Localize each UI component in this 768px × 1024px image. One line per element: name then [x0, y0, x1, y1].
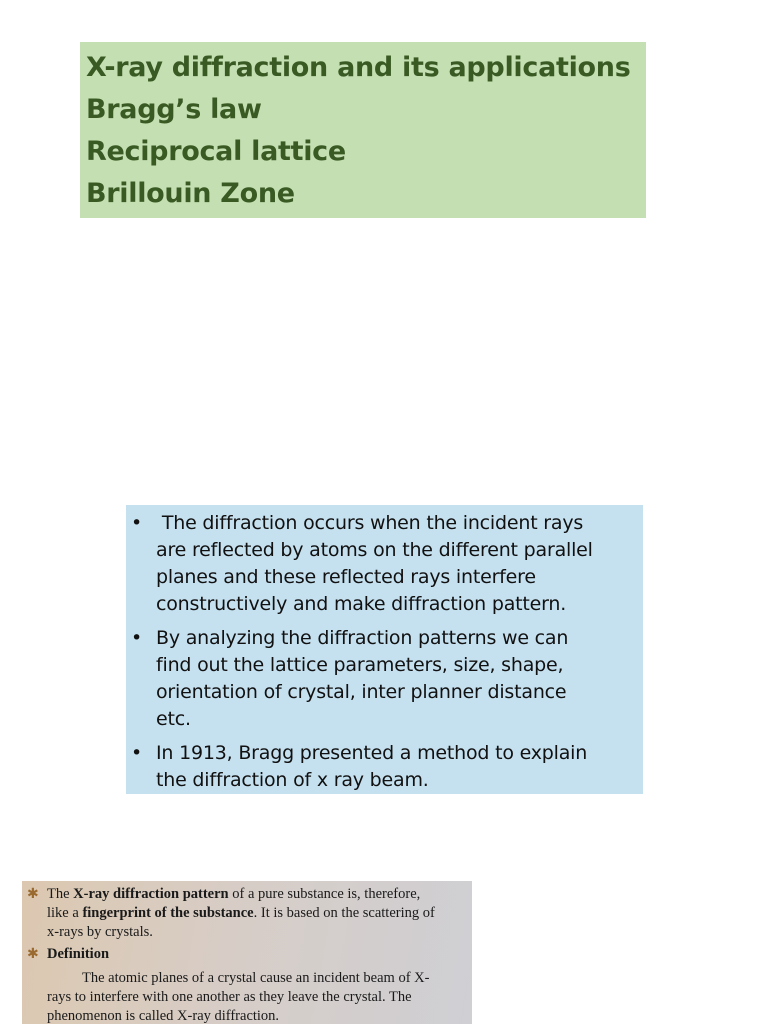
bullet-line: planes and these reflected rays interfere	[156, 566, 536, 588]
title-line-brillouin-zone: Brillouin Zone	[86, 178, 295, 209]
bullet-line: orientation of crystal, inter planner distance	[156, 681, 567, 703]
excerpt-line	[47, 904, 435, 923]
bullet-dot: •	[131, 512, 143, 534]
excerpt-text: of a pure substance is, therefore,	[228, 886, 421, 902]
definition-line: phenomenon is called X-ray diffraction.	[47, 1008, 280, 1024]
excerpt-text: . It is based on the scattering of	[253, 905, 435, 921]
summary-box	[126, 505, 643, 794]
textbook-excerpt	[22, 881, 472, 1024]
definition-line: The atomic planes of a crystal cause an incident beam of X-	[82, 970, 430, 986]
title-line-braggs-law: Bragg’s law	[86, 94, 262, 125]
bullet-line: find out the lattice parameters, size, shape,	[156, 654, 564, 676]
title-line-reciprocal-lattice: Reciprocal lattice	[86, 136, 346, 167]
excerpt-line	[47, 885, 420, 904]
excerpt-line: x-rays by crystals.	[47, 924, 153, 940]
title-line-xray: X-ray diffraction and its applications	[86, 52, 631, 83]
bullet-line: In 1913, Bragg presented a method to explain	[156, 742, 588, 764]
bullet-dot: •	[131, 627, 143, 649]
star-bullet-icon: ✱	[27, 886, 39, 902]
bullet-line: constructively and make diffraction pattern.	[156, 593, 567, 615]
title-box	[80, 42, 646, 218]
excerpt-text: The	[47, 886, 74, 902]
definition-heading: Definition	[47, 946, 110, 962]
bullet-dot: •	[131, 742, 143, 764]
star-bullet-icon: ✱	[27, 946, 39, 962]
excerpt-text: like a	[47, 905, 83, 921]
bullet-line: etc.	[156, 708, 191, 730]
excerpt-bold-text: fingerprint of the substance	[82, 905, 254, 921]
bullet-line: the diffraction of x ray beam.	[156, 769, 429, 791]
excerpt-bold-text: X-ray diffraction pattern	[73, 886, 229, 902]
bullet-line: The diffraction occurs when the incident rays	[156, 512, 584, 534]
bullet-line: By analyzing the diffraction patterns we can	[156, 627, 569, 649]
bullet-line: are reflected by atoms on the different parallel	[156, 539, 593, 561]
definition-line: rays to interfere with one another as they leave the crystal. The	[47, 989, 412, 1005]
